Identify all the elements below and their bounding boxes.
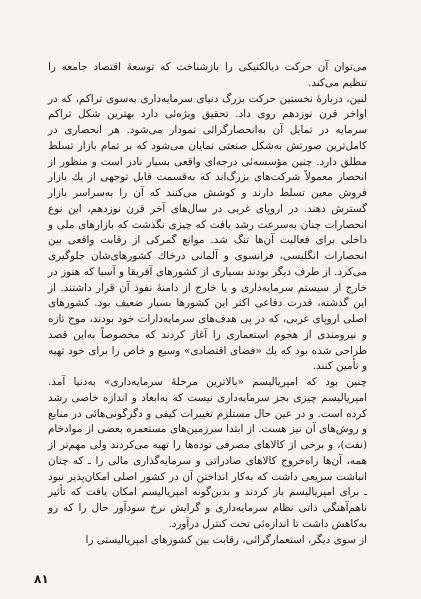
paragraph-2: لنین، دربارهٔ نخستین حرکت بزرگ دنیای سرمایه‌داری به‌سوی تراکم، که در اواخر قرن نوزدهم روی داد. تحقیق ویژه‌ئی دارد بهترین شکل تراکم سرمایه در تمایل آن به‌انحصارگرائی نمودار می‌شود. هر انحصاری در کامل‌ترین صورتش به‌شکل صنعتی نمایان می‌شود که بر تمام بازار تسلط مطلق دارد. چنین مؤسسه‌ئی درجه‌ای واقعی بسیار نادر است و منظور از انحصار معمولاً شرکت‌های بزرگ‌اند که به‌قسمت قابل توجهی از یك بازار فروش معین تسلط دارند و کوشش می‌کنند که آن را به‌سراسر بازار گسترش دهند. در اروپای غربی در سال‌های آخر قرن نوزدهم، این نوع انحصارات چنان به‌سرعت رشد یافت که چیزی نگذشت که بازارهای ملی و داخلی برای فعالیت آن‌ها تنگ شد. موانع گمرکی از رقابت واقعی بین انحصارات انگلیسی، فرانسوی و آلمانی درخاك کشورهای‌شان جلوگیری می‌کرد. از طرف دیگر بودند بسیاری از کشورهای آفریقا و آسیا که هنوز در خارج از سیستم سرمایه‌داری و یا خارج از دامنهٔ نفوذ آن قرار داشتند. از این گذشته، قدرت دفاعی اکثر این کشورها بسیار ضعیف بود. کشورهای اصلی اروپای غربی، که در پی هدف‌های سرمایه‌دارات خود بودند، موج تازه و نیرومندی از هجوم استعماری را آغاز کردند که مخصوصاً به‌این قصد طراحی شده بود که یك «فضای اقتصادی» وسیع و خاص را برای خود تهیه و تأمین کنند. (48, 92, 367, 373)
paragraph-4: از سوی دیگر، استعمارگرائی، رقابت بین کشورهای امپریالیستی را (85, 533, 367, 546)
paragraph-1: می‌توان آن حرکت دیالکتیکی را بازشناخت که توسعهٔ اقتصاد جامعه را تنظیم می‌کند. (48, 61, 367, 89)
body-text (48, 60, 367, 548)
paragraph-3: چنین بود که امپریالیسم «بالاترین مرحلهٔ سرمایه‌داری» به‌دنیا آمد. امپریالیسم چیزی بجز سرمایه‌داری نیست که به‌ابعاد و اندازه خاصی رشد کرده است. و در عین حال مستلزم تغییرات کیفی و دگرگونی‌هائی در منابع و روش‌های آن نیز هست. از ابتدا سرزمین‌های مستعمره بعضی از موادخام (نفت)، و برخی از کالاهای مصرفی توده‌ها را تهیه می‌کردند ولی مهم‌تر از همه، آن‌ها راه‌خروج کالاهای صادراتی و سرمایه‌گذاری مالی را ـ که چنان انباشت سریعی داشت که به‌کار انداختن آن در کشور اصلی امکان‌پذیر نبود ـ برای امپریالیسم باز کردند و بدین‌گونه امپریالیسم امکان یافت که تأثیر ناهم‌آهنگی ذاتی نظام سرمایه‌داری و گرایش نرخ سودآور حال را که رو به‌کاهش داشت تا اندازه‌ئی تحت کنترل درآورد. (48, 376, 367, 530)
page-number: ۸۱ (34, 572, 49, 586)
